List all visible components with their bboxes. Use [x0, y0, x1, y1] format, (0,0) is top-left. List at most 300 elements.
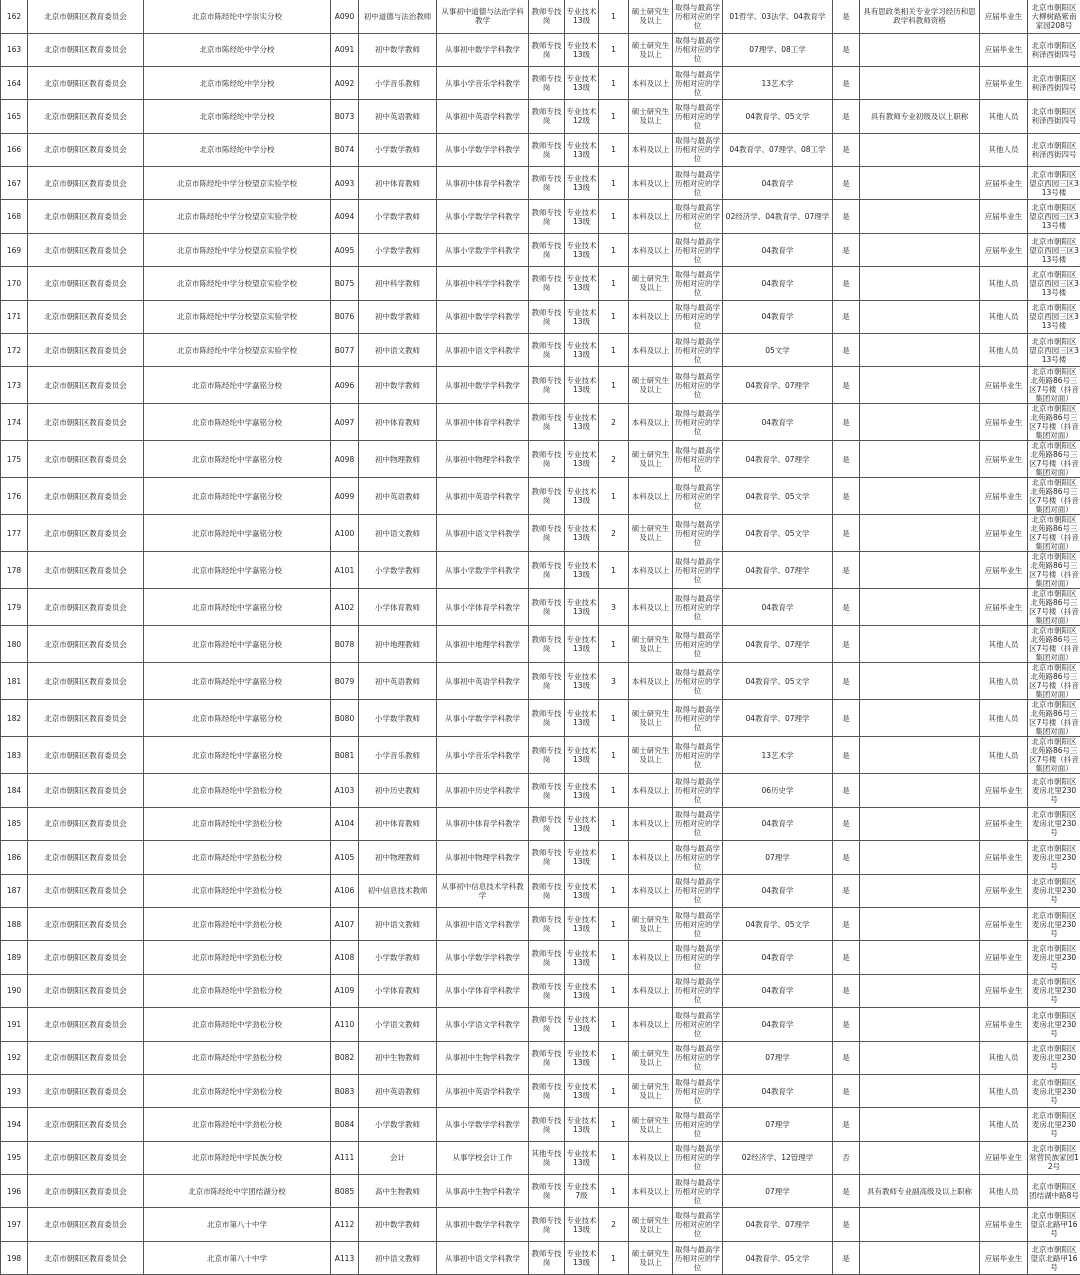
education-cell: 硕士研究生及以上 — [629, 700, 673, 737]
position-code-cell: A105 — [331, 841, 359, 874]
position-name-cell: 初中英语教师 — [359, 100, 437, 133]
position-category-cell: 教师专技岗 — [529, 267, 565, 300]
education-cell: 硕士研究生及以上 — [629, 1041, 673, 1074]
department-cell: 北京市朝阳区教育委员会 — [28, 626, 144, 663]
other-requirements-cell — [860, 200, 980, 233]
other-requirements-cell: 具有教师专业副高级及以上职称 — [860, 1175, 980, 1208]
applicant-type-cell: 其他人员 — [980, 267, 1028, 300]
position-level-cell: 专业技术13级 — [565, 300, 599, 333]
position-level-cell: 专业技术13级 — [565, 478, 599, 515]
position-level-cell: 专业技术13级 — [565, 1141, 599, 1174]
teacher-certificate-required-cell: 是 — [833, 0, 860, 33]
degree-cell: 取得与最高学历相对应的学位 — [673, 974, 723, 1007]
position-level-cell: 专业技术13级 — [565, 874, 599, 907]
employer-cell: 北京市陈经纶中学劲松分校 — [144, 907, 331, 940]
job-description-cell: 从事初中语文学科教学 — [437, 907, 529, 940]
other-requirements-cell — [860, 133, 980, 166]
hiring-count-cell: 1 — [599, 167, 629, 200]
position-name-cell: 小学音乐教师 — [359, 737, 437, 774]
table-row — [1, 267, 1080, 300]
job-description-cell: 从事高中生物学科教学 — [437, 1175, 529, 1208]
position-name-cell: 初中物理教师 — [359, 841, 437, 874]
position-name-cell: 初中生物教师 — [359, 1041, 437, 1074]
employer-cell: 北京市陈经纶中学团结湖分校 — [144, 1175, 331, 1208]
hiring-count-cell: 1 — [599, 0, 629, 33]
degree-cell: 取得与最高学历相对应的学位 — [673, 700, 723, 737]
degree-cell: 取得与最高学历相对应的学位 — [673, 200, 723, 233]
job-description-cell: 从事初中英语学科教学 — [437, 1074, 529, 1107]
other-requirements-cell — [860, 589, 980, 626]
work-address-cell: 北京市朝阳区望京北路甲16号 — [1028, 1241, 1080, 1274]
row-number-cell: 168 — [1, 200, 28, 233]
other-requirements-cell — [860, 626, 980, 663]
other-requirements-cell — [860, 404, 980, 441]
other-requirements-cell — [860, 1208, 980, 1241]
table-row — [1, 478, 1080, 515]
job-description-cell: 从事小学音乐学科教学 — [437, 66, 529, 99]
position-name-cell: 小学数学教师 — [359, 552, 437, 589]
degree-cell: 取得与最高学历相对应的学位 — [673, 841, 723, 874]
hiring-count-cell: 1 — [599, 300, 629, 333]
applicant-type-cell: 其他人员 — [980, 300, 1028, 333]
table-row — [1, 589, 1080, 626]
degree-cell: 取得与最高学历相对应的学位 — [673, 300, 723, 333]
applicant-type-cell: 应届毕业生 — [980, 589, 1028, 626]
other-requirements-cell — [860, 737, 980, 774]
other-requirements-cell — [860, 907, 980, 940]
teacher-certificate-required-cell: 否 — [833, 1141, 860, 1174]
position-name-cell: 会计 — [359, 1141, 437, 1174]
department-cell: 北京市朝阳区教育委员会 — [28, 1175, 144, 1208]
position-level-cell: 专业技术13级 — [565, 941, 599, 974]
applicant-type-cell: 其他人员 — [980, 133, 1028, 166]
employer-cell: 北京市陈经纶中学分校 — [144, 133, 331, 166]
row-number-cell: 188 — [1, 907, 28, 940]
degree-cell: 取得与最高学历相对应的学位 — [673, 1241, 723, 1274]
other-requirements-cell — [860, 552, 980, 589]
work-address-cell: 北京市朝阳区北苑路86号三区7号楼（抖音集团对面） — [1028, 478, 1080, 515]
position-level-cell: 专业技术13级 — [565, 404, 599, 441]
row-number-cell: 195 — [1, 1141, 28, 1174]
other-requirements-cell — [860, 974, 980, 1007]
position-category-cell: 教师专技岗 — [529, 1208, 565, 1241]
other-requirements-cell — [860, 1008, 980, 1041]
position-category-cell: 教师专技岗 — [529, 700, 565, 737]
degree-cell: 取得与最高学历相对应的学位 — [673, 552, 723, 589]
applicant-type-cell: 其他人员 — [980, 334, 1028, 367]
teacher-certificate-required-cell: 是 — [833, 404, 860, 441]
position-level-cell: 专业技术13级 — [565, 1074, 599, 1107]
table-row — [1, 367, 1080, 404]
job-description-cell: 从事初中语文学科教学 — [437, 334, 529, 367]
teacher-certificate-required-cell: 是 — [833, 334, 860, 367]
teacher-certificate-required-cell: 是 — [833, 267, 860, 300]
hiring-count-cell: 1 — [599, 1241, 629, 1274]
education-cell: 硕士研究生及以上 — [629, 1208, 673, 1241]
employer-cell: 北京市陈经纶中学分校 — [144, 33, 331, 66]
position-category-cell: 教师专技岗 — [529, 478, 565, 515]
employer-cell: 北京市陈经纶中学嘉铭分校 — [144, 700, 331, 737]
department-cell: 北京市朝阳区教育委员会 — [28, 367, 144, 404]
major-cell: 13艺术学 — [723, 66, 833, 99]
work-address-cell: 北京市朝阳区麦房北里230号 — [1028, 774, 1080, 807]
employer-cell: 北京市陈经纶中学分校望京实验学校 — [144, 200, 331, 233]
position-code-cell: B082 — [331, 1041, 359, 1074]
position-category-cell: 教师专技岗 — [529, 626, 565, 663]
table-row — [1, 907, 1080, 940]
department-cell: 北京市朝阳区教育委员会 — [28, 167, 144, 200]
position-code-cell: A110 — [331, 1008, 359, 1041]
major-cell: 07理学 — [723, 1108, 833, 1141]
work-address-cell: 北京市朝阳区北苑路86号三区7号楼（抖音集团对面） — [1028, 441, 1080, 478]
position-name-cell: 初中体育教师 — [359, 807, 437, 840]
department-cell: 北京市朝阳区教育委员会 — [28, 974, 144, 1007]
work-address-cell: 北京市朝阳区北苑路86号三区7号楼（抖音集团对面） — [1028, 367, 1080, 404]
employer-cell: 北京市第八十中学 — [144, 1241, 331, 1274]
major-cell: 04教育学 — [723, 1008, 833, 1041]
applicant-type-cell: 应届毕业生 — [980, 478, 1028, 515]
hiring-count-cell: 1 — [599, 974, 629, 1007]
major-cell: 05文学 — [723, 334, 833, 367]
position-name-cell: 小学数学教师 — [359, 700, 437, 737]
job-description-cell: 从事小学数学学科教学 — [437, 233, 529, 266]
position-code-cell: B081 — [331, 737, 359, 774]
position-name-cell: 初中物理教师 — [359, 441, 437, 478]
education-cell: 硕士研究生及以上 — [629, 441, 673, 478]
position-level-cell: 专业技术13级 — [565, 974, 599, 1007]
table-row — [1, 1141, 1080, 1174]
work-address-cell: 北京市朝阳区北苑路86号三区7号楼（抖音集团对面） — [1028, 589, 1080, 626]
position-level-cell: 专业技术13级 — [565, 552, 599, 589]
job-description-cell: 从事小学数学学科教学 — [437, 552, 529, 589]
major-cell: 04教育学 — [723, 1074, 833, 1107]
employer-cell: 北京市陈经纶中学劲松分校 — [144, 941, 331, 974]
other-requirements-cell — [860, 167, 980, 200]
degree-cell: 取得与最高学历相对应的学位 — [673, 663, 723, 700]
position-code-cell: A091 — [331, 33, 359, 66]
major-cell: 04教育学、05文学 — [723, 478, 833, 515]
position-level-cell: 专业技术13级 — [565, 233, 599, 266]
table-row — [1, 1208, 1080, 1241]
row-number-cell: 179 — [1, 589, 28, 626]
department-cell: 北京市朝阳区教育委员会 — [28, 700, 144, 737]
hiring-count-cell: 1 — [599, 874, 629, 907]
applicant-type-cell: 其他人员 — [980, 100, 1028, 133]
work-address-cell: 北京市朝阳区利泽西街四号 — [1028, 100, 1080, 133]
applicant-type-cell: 应届毕业生 — [980, 441, 1028, 478]
applicant-type-cell: 其他人员 — [980, 1175, 1028, 1208]
degree-cell: 取得与最高学历相对应的学位 — [673, 1208, 723, 1241]
table-row — [1, 552, 1080, 589]
hiring-count-cell: 2 — [599, 515, 629, 552]
degree-cell: 取得与最高学历相对应的学位 — [673, 1041, 723, 1074]
job-description-cell: 从事初中英语学科教学 — [437, 478, 529, 515]
employer-cell: 北京市陈经纶中学劲松分校 — [144, 807, 331, 840]
position-level-cell: 专业技术13级 — [565, 737, 599, 774]
row-number-cell: 193 — [1, 1074, 28, 1107]
row-number-cell: 197 — [1, 1208, 28, 1241]
department-cell: 北京市朝阳区教育委员会 — [28, 1041, 144, 1074]
position-code-cell: A097 — [331, 404, 359, 441]
position-code-cell: B080 — [331, 700, 359, 737]
position-level-cell: 专业技术13级 — [565, 267, 599, 300]
hiring-count-cell: 1 — [599, 1108, 629, 1141]
row-number-cell: 194 — [1, 1108, 28, 1141]
employer-cell: 北京市陈经纶中学劲松分校 — [144, 974, 331, 1007]
position-category-cell: 教师专技岗 — [529, 233, 565, 266]
department-cell: 北京市朝阳区教育委员会 — [28, 233, 144, 266]
job-description-cell: 从事初中地理学科教学 — [437, 626, 529, 663]
position-name-cell: 初中语文教师 — [359, 515, 437, 552]
work-address-cell: 北京市朝阳区望京西园三区313号楼 — [1028, 334, 1080, 367]
position-name-cell: 小学数学教师 — [359, 1108, 437, 1141]
work-address-cell: 北京市朝阳区望京北路甲16号 — [1028, 1208, 1080, 1241]
degree-cell: 取得与最高学历相对应的学位 — [673, 941, 723, 974]
employer-cell: 北京市陈经纶中学劲松分校 — [144, 874, 331, 907]
hiring-count-cell: 1 — [599, 1175, 629, 1208]
hiring-count-cell: 1 — [599, 737, 629, 774]
table-row — [1, 133, 1080, 166]
table-row — [1, 300, 1080, 333]
other-requirements-cell — [860, 300, 980, 333]
position-name-cell: 初中道德与法治教师 — [359, 0, 437, 33]
employer-cell: 北京市陈经纶中学嘉铭分校 — [144, 626, 331, 663]
employer-cell: 北京市陈经纶中学劲松分校 — [144, 1008, 331, 1041]
hiring-count-cell: 3 — [599, 663, 629, 700]
position-category-cell: 教师专技岗 — [529, 737, 565, 774]
degree-cell: 取得与最高学历相对应的学位 — [673, 1008, 723, 1041]
position-category-cell: 教师专技岗 — [529, 66, 565, 99]
row-number-cell: 165 — [1, 100, 28, 133]
table-row — [1, 874, 1080, 907]
position-code-cell: A112 — [331, 1208, 359, 1241]
job-description-cell: 从事小学语文学科教学 — [437, 1008, 529, 1041]
education-cell: 本科及以上 — [629, 774, 673, 807]
work-address-cell: 北京市朝阳区麦房北里230号 — [1028, 807, 1080, 840]
major-cell: 04教育学、07理学 — [723, 626, 833, 663]
major-cell: 04教育学 — [723, 404, 833, 441]
teacher-certificate-required-cell: 是 — [833, 1074, 860, 1107]
position-code-cell: A107 — [331, 907, 359, 940]
work-address-cell: 北京市朝阳区望京西园三区313号楼 — [1028, 167, 1080, 200]
education-cell: 硕士研究生及以上 — [629, 0, 673, 33]
department-cell: 北京市朝阳区教育委员会 — [28, 33, 144, 66]
hiring-count-cell: 1 — [599, 200, 629, 233]
position-category-cell: 教师专技岗 — [529, 841, 565, 874]
major-cell: 02经济学、12管理学 — [723, 1141, 833, 1174]
table-row — [1, 737, 1080, 774]
job-description-cell: 从事初中数学学科教学 — [437, 300, 529, 333]
teacher-certificate-required-cell: 是 — [833, 300, 860, 333]
major-cell: 01哲学、03法学、04教育学 — [723, 0, 833, 33]
work-address-cell: 北京市朝阳区麦房北里230号 — [1028, 907, 1080, 940]
position-code-cell: B077 — [331, 334, 359, 367]
employer-cell: 北京市陈经纶中学劲松分校 — [144, 1074, 331, 1107]
position-name-cell: 初中体育教师 — [359, 167, 437, 200]
major-cell: 04教育学、07理学 — [723, 700, 833, 737]
job-description-cell: 从事初中体育学科教学 — [437, 807, 529, 840]
employer-cell: 北京市陈经纶中学嘉铭分校 — [144, 478, 331, 515]
employer-cell: 北京市陈经纶中学嘉铭分校 — [144, 441, 331, 478]
job-description-cell: 从事初中体育学科教学 — [437, 404, 529, 441]
row-number-cell: 191 — [1, 1008, 28, 1041]
table-row — [1, 1175, 1080, 1208]
education-cell: 本科及以上 — [629, 200, 673, 233]
hiring-count-cell: 2 — [599, 404, 629, 441]
other-requirements-cell — [860, 1074, 980, 1107]
teacher-certificate-required-cell: 是 — [833, 167, 860, 200]
hiring-count-cell: 1 — [599, 700, 629, 737]
department-cell: 北京市朝阳区教育委员会 — [28, 589, 144, 626]
major-cell: 04教育学 — [723, 267, 833, 300]
position-category-cell: 教师专技岗 — [529, 367, 565, 404]
work-address-cell: 北京市朝阳区麦房北里230号 — [1028, 974, 1080, 1007]
position-name-cell: 小学语文教师 — [359, 1008, 437, 1041]
position-name-cell: 小学体育教师 — [359, 589, 437, 626]
position-category-cell: 教师专技岗 — [529, 133, 565, 166]
education-cell: 本科及以上 — [629, 841, 673, 874]
position-level-cell: 专业技术13级 — [565, 907, 599, 940]
major-cell: 04教育学 — [723, 807, 833, 840]
work-address-cell: 北京市朝阳区北苑路86号三区7号楼（抖音集团对面） — [1028, 552, 1080, 589]
position-category-cell: 其他专技岗 — [529, 1141, 565, 1174]
applicant-type-cell: 其他人员 — [980, 700, 1028, 737]
degree-cell: 取得与最高学历相对应的学位 — [673, 515, 723, 552]
department-cell: 北京市朝阳区教育委员会 — [28, 1108, 144, 1141]
row-number-cell: 162 — [1, 0, 28, 33]
applicant-type-cell: 应届毕业生 — [980, 233, 1028, 266]
employer-cell: 北京市陈经纶中学劲松分校 — [144, 774, 331, 807]
position-name-cell: 初中语文教师 — [359, 334, 437, 367]
table-row — [1, 974, 1080, 1007]
applicant-type-cell: 应届毕业生 — [980, 874, 1028, 907]
row-number-cell: 167 — [1, 167, 28, 200]
position-category-cell: 教师专技岗 — [529, 1074, 565, 1107]
hiring-count-cell: 1 — [599, 907, 629, 940]
job-description-cell: 从事初中数学学科教学 — [437, 1208, 529, 1241]
education-cell: 硕士研究生及以上 — [629, 367, 673, 404]
row-number-cell: 181 — [1, 663, 28, 700]
position-code-cell: A094 — [331, 200, 359, 233]
position-level-cell: 专业技术13级 — [565, 133, 599, 166]
table-row — [1, 841, 1080, 874]
job-description-cell: 从事小学数学学科教学 — [437, 200, 529, 233]
hiring-count-cell: 1 — [599, 1074, 629, 1107]
position-name-cell: 初中体育教师 — [359, 404, 437, 441]
position-name-cell: 小学数学教师 — [359, 133, 437, 166]
row-number-cell: 176 — [1, 478, 28, 515]
position-level-cell: 专业技术12级 — [565, 100, 599, 133]
degree-cell: 取得与最高学历相对应的学位 — [673, 478, 723, 515]
row-number-cell: 196 — [1, 1175, 28, 1208]
major-cell: 02经济学、04教育学、07理学 — [723, 200, 833, 233]
hiring-count-cell: 1 — [599, 552, 629, 589]
department-cell: 北京市朝阳区教育委员会 — [28, 774, 144, 807]
applicant-type-cell: 应届毕业生 — [980, 66, 1028, 99]
row-number-cell: 187 — [1, 874, 28, 907]
position-name-cell: 初中数学教师 — [359, 1208, 437, 1241]
department-cell: 北京市朝阳区教育委员会 — [28, 100, 144, 133]
job-description-cell: 从事初中语文学科教学 — [437, 1241, 529, 1274]
row-number-cell: 174 — [1, 404, 28, 441]
position-level-cell: 专业技术13级 — [565, 1041, 599, 1074]
department-cell: 北京市朝阳区教育委员会 — [28, 907, 144, 940]
job-description-cell: 从事小学体育学科教学 — [437, 974, 529, 1007]
row-number-cell: 184 — [1, 774, 28, 807]
job-description-cell: 从事初中英语学科教学 — [437, 663, 529, 700]
job-description-cell: 从事小学数学学科教学 — [437, 1108, 529, 1141]
applicant-type-cell: 应届毕业生 — [980, 404, 1028, 441]
other-requirements-cell — [860, 807, 980, 840]
work-address-cell: 北京市朝阳区麦房北里230号 — [1028, 874, 1080, 907]
degree-cell: 取得与最高学历相对应的学位 — [673, 1108, 723, 1141]
position-code-cell: A092 — [331, 66, 359, 99]
teacher-certificate-required-cell: 是 — [833, 841, 860, 874]
degree-cell: 取得与最高学历相对应的学位 — [673, 441, 723, 478]
major-cell: 04教育学、05文学 — [723, 1241, 833, 1274]
work-address-cell: 北京市朝阳区望京西园三区313号楼 — [1028, 300, 1080, 333]
position-code-cell: B073 — [331, 100, 359, 133]
employer-cell: 北京市陈经纶中学崇实分校 — [144, 0, 331, 33]
employer-cell: 北京市陈经纶中学分校望京实验学校 — [144, 233, 331, 266]
job-description-cell: 从事初中物理学科教学 — [437, 841, 529, 874]
job-description-cell: 从事小学数学学科教学 — [437, 700, 529, 737]
education-cell: 本科及以上 — [629, 974, 673, 1007]
position-code-cell: A098 — [331, 441, 359, 478]
employer-cell: 北京市陈经纶中学分校 — [144, 66, 331, 99]
department-cell: 北京市朝阳区教育委员会 — [28, 404, 144, 441]
table-row — [1, 233, 1080, 266]
work-address-cell: 北京市朝阳区团结湖中路8号 — [1028, 1175, 1080, 1208]
employer-cell: 北京市陈经纶中学劲松分校 — [144, 1108, 331, 1141]
position-name-cell: 初中语文教师 — [359, 907, 437, 940]
education-cell: 硕士研究生及以上 — [629, 907, 673, 940]
table-row — [1, 334, 1080, 367]
applicant-type-cell: 应届毕业生 — [980, 167, 1028, 200]
position-name-cell: 高中生物教师 — [359, 1175, 437, 1208]
major-cell: 07理学 — [723, 1041, 833, 1074]
education-cell: 本科及以上 — [629, 663, 673, 700]
position-level-cell: 专业技术13级 — [565, 1208, 599, 1241]
department-cell: 北京市朝阳区教育委员会 — [28, 552, 144, 589]
applicant-type-cell: 应届毕业生 — [980, 552, 1028, 589]
row-number-cell: 190 — [1, 974, 28, 1007]
position-name-cell: 初中数学教师 — [359, 33, 437, 66]
other-requirements-cell — [860, 33, 980, 66]
position-category-cell: 教师专技岗 — [529, 404, 565, 441]
applicant-type-cell: 应届毕业生 — [980, 200, 1028, 233]
applicant-type-cell: 应届毕业生 — [980, 515, 1028, 552]
table-row — [1, 1008, 1080, 1041]
work-address-cell: 北京市朝阳区麦房北里230号 — [1028, 841, 1080, 874]
position-name-cell: 初中数学教师 — [359, 300, 437, 333]
teacher-certificate-required-cell: 是 — [833, 200, 860, 233]
row-number-cell: 169 — [1, 233, 28, 266]
education-cell: 本科及以上 — [629, 941, 673, 974]
position-code-cell: B074 — [331, 133, 359, 166]
education-cell: 硕士研究生及以上 — [629, 1074, 673, 1107]
position-category-cell: 教师专技岗 — [529, 807, 565, 840]
work-address-cell: 北京市朝阳区望京西园三区313号楼 — [1028, 233, 1080, 266]
employer-cell: 北京市陈经纶中学嘉铭分校 — [144, 663, 331, 700]
degree-cell: 取得与最高学历相对应的学位 — [673, 367, 723, 404]
applicant-type-cell: 应届毕业生 — [980, 974, 1028, 1007]
row-number-cell: 183 — [1, 737, 28, 774]
department-cell: 北京市朝阳区教育委员会 — [28, 133, 144, 166]
department-cell: 北京市朝阳区教育委员会 — [28, 1008, 144, 1041]
table-row — [1, 700, 1080, 737]
education-cell: 硕士研究生及以上 — [629, 1108, 673, 1141]
